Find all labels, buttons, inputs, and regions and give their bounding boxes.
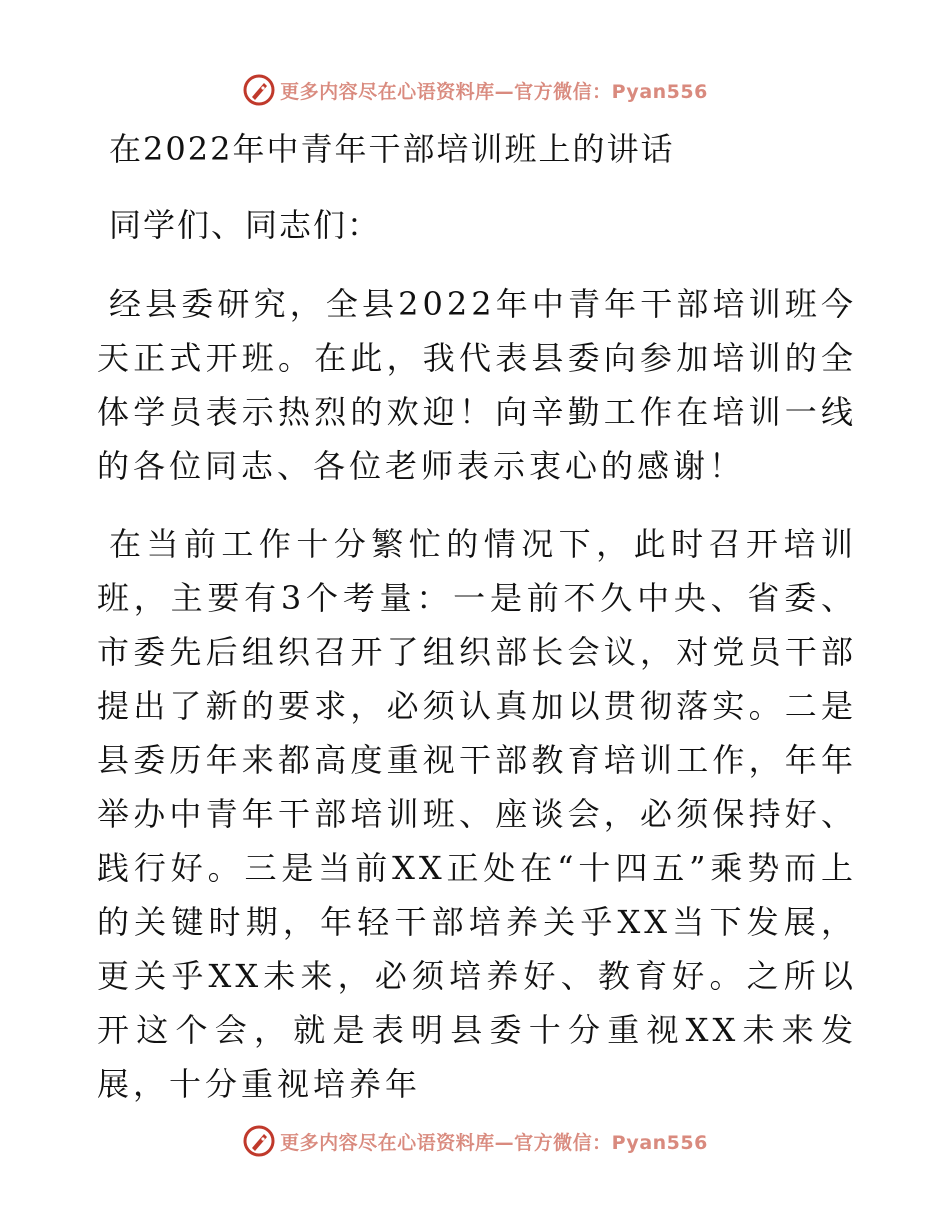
greeting: 同学们、同志们： xyxy=(109,206,382,244)
watermark-text: 更多内容尽在心语资料库—官方微信：Pyan556 xyxy=(280,1131,708,1154)
watermark-text: 更多内容尽在心语资料库—官方微信：Pyan556 xyxy=(280,80,708,103)
footer-watermark xyxy=(0,1121,950,1161)
paragraph: 经县委研究，全县2022年中青年干部培训班今天正式开班。在此，我代表县委向参加培训的全体学员表示热烈的欢迎！向辛勤工作在培训一线的各位同志、各位老师表示衷心的感谢！ xyxy=(97,285,857,485)
header-watermark xyxy=(0,70,950,110)
pen-nib-circle-icon xyxy=(242,73,276,107)
document-body xyxy=(97,125,857,1135)
document-title: 在2022年中青年干部培训班上的讲话 xyxy=(109,130,675,168)
paragraph: 在当前工作十分繁忙的情况下，此时召开培训班，主要有3个考量：一是前不久中央、省委、市委先后组织召开了组织部长会议，对党员干部提出了新的要求，必须认真加以贯彻落实。二是县委历年来都高度重视干部教育培训工作，年年举办中青年干部培训班、座谈会，必须保持好、践行好。三是当前XX正处在“十四五”乘势而上的关键时期，年轻干部培养关乎XX当下发展，更关乎XX未来，必须培养好、教育好。之所以开这个会，就是表明县委十分重视XX未来发展，十分重视培养年 xyxy=(97,525,857,1103)
pen-nib-circle-icon xyxy=(242,1124,276,1158)
